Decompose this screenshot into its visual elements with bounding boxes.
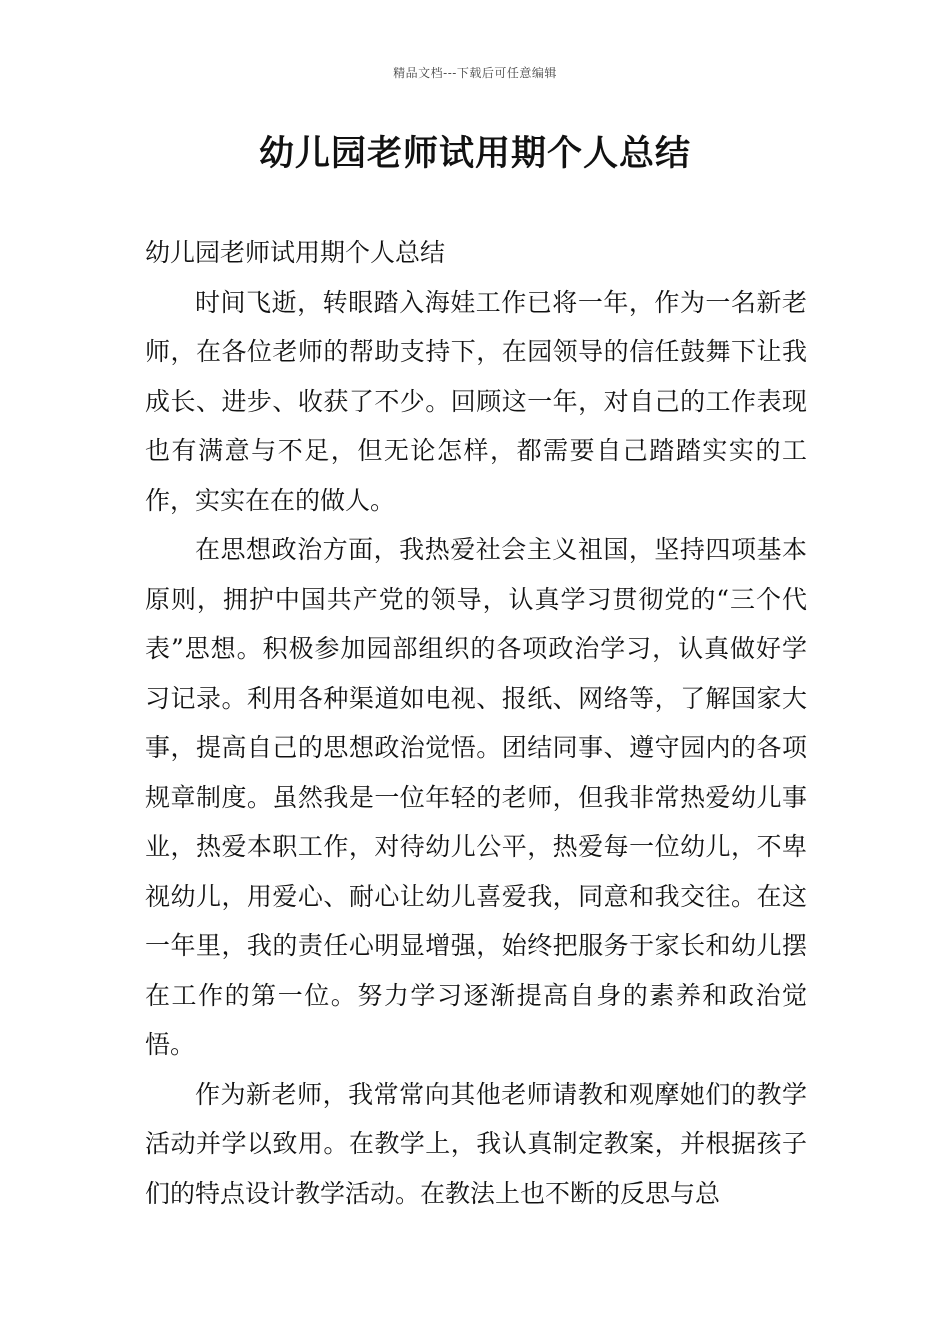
document-title: 幼儿园老师试用期个人总结 [258, 134, 691, 174]
body-paragraph: 作为新老师，我常常向其他老师请教和观摩她们的教学活动并学以致用。在教学上，我认真制定教案，并根据孩子们的特点设计教学活动。在教法上也不断的反思与总 [145, 1079, 807, 1208]
document-body [145, 228, 807, 1218]
body-paragraph: 时间飞逝，转眼踏入海娃工作已将一年，作为一名新老师，在各位老师的帮助支持下，在园领导的信任鼓舞下让我成长、进步、收获了不少。回顾这一年，对自己的工作表现也有满意与不足，但无论怎样，都需要自己踏踏实实的工作，实实在在的做人。 [145, 287, 807, 515]
body-paragraph: 在思想政治方面，我热爱社会主义祖国，坚持四项基本原则，拥护中国共产党的领导，认真学习贯彻党的“三个代表”思想。积极参加园部组织的各项政治学习，认真做好学习记录。利用各种渠道如电视、报纸、网络等，了解国家大事，提高自己的思想政治觉悟。团结同事、遵守园内的各项规章制度。虽然我是一位年轻的老师，但我非常热爱幼儿事业，热爱本职工作，对待幼儿公平，热爱每一位幼儿，不卑视幼儿，用爱心、耐心让幼儿喜爱我，同意和我交往。在这一年里，我的责任心明显增强，始终把服务于家长和幼儿摆在工作的第一位。努力学习逐渐提高自身的素养和政治觉悟。 [145, 535, 807, 1059]
header-note: 精品文档---下载后可任意编辑 [393, 66, 557, 80]
subtitle-paragraph: 幼儿园老师试用期个人总结 [145, 238, 446, 267]
